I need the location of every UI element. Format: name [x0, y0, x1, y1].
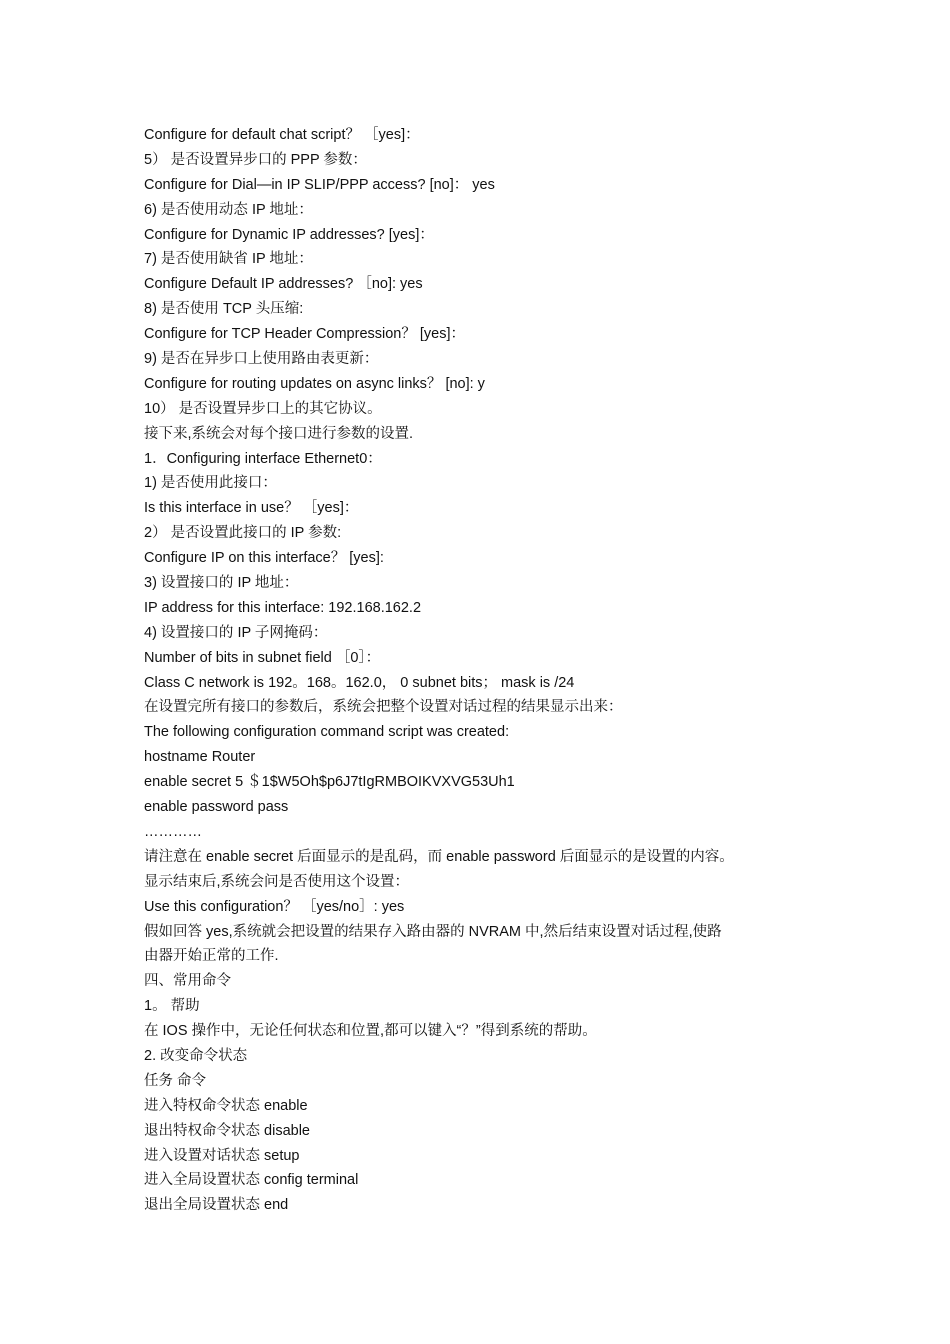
- text-line: Configure for routing updates on async links？ [no]: y: [144, 375, 485, 392]
- text-line: 7) 是否使用缺省 IP 地址：: [144, 251, 313, 268]
- text-line: Class C network is 192。168。162.0， 0 subnet bits； mask is /24: [144, 674, 575, 691]
- text-line: 4) 设置接口的 IP 子网掩码：: [144, 624, 328, 641]
- text-line: 6) 是否使用动态 IP 地址：: [144, 201, 313, 218]
- text-line: 1。 帮助: [144, 998, 200, 1015]
- document-body: [144, 123, 824, 1218]
- text-line: 在 IOS 操作中，无论任何状态和位置,都可以键入“？”得到系统的帮助。: [144, 1023, 597, 1040]
- text-line: 四、常用命令: [144, 973, 231, 990]
- text-line: enable secret 5 ＄1$W5Oh$p6J7tIgRMBOIKVXVG53Uh1: [144, 774, 515, 791]
- text-line: Configure for Dynamic IP addresses? [yes]：: [144, 226, 434, 243]
- text-line: 显示结束后,系统会问是否使用这个设置：: [144, 873, 410, 890]
- text-line: 进入特权命令状态 enable: [144, 1097, 308, 1114]
- text-line: Is this interface in use？ ［yes]：: [144, 500, 359, 517]
- text-line: Configure Default IP addresses? ［no]: yes: [144, 276, 423, 293]
- text-line: 进入全局设置状态 config terminal: [144, 1172, 359, 1189]
- text-line: Configure IP on this interface？ [yes]:: [144, 550, 384, 567]
- text-line: Configure for TCP Header Compression？ [yes]：: [144, 326, 466, 343]
- text-line: 3) 设置接口的 IP 地址：: [144, 575, 299, 592]
- text-line: 接下来,系统会对每个接口进行参数的设置.: [144, 425, 414, 442]
- text-line: 8) 是否使用 TCP 头压缩:: [144, 301, 304, 318]
- text-line: 假如回答 yes,系统就会把设置的结果存入路由器的 NVRAM 中,然后结束设置对话过程,使路: [144, 923, 722, 940]
- text-line: 任务 命令: [144, 1072, 207, 1089]
- text-line: enable password pass: [144, 799, 289, 816]
- text-line: 1) 是否使用此接口：: [144, 475, 277, 492]
- text-line: 5） 是否设置异步口的 PPP 参数：: [144, 151, 367, 168]
- text-line: 2. 改变命令状态: [144, 1047, 248, 1064]
- text-line: …………: [144, 823, 202, 840]
- text-line: 9) 是否在异步口上使用路由表更新：: [144, 351, 379, 368]
- text-line: Configure for Dial—in IP SLIP/PPP access? [no]： yes: [144, 176, 495, 193]
- text-line: Configure for default chat script？ ［yes]：: [144, 127, 420, 143]
- text-line: 进入设置对话状态 setup: [144, 1147, 300, 1164]
- text-line: Use this configuration？ ［yes/no］: yes: [144, 898, 405, 915]
- text-line: 1．Configuring interface Ethernet0：: [144, 450, 382, 467]
- text-line: 在设置完所有接口的参数后，系统会把整个设置对话过程的结果显示出来：: [144, 699, 623, 716]
- text-line: 由器开始正常的工作.: [144, 948, 279, 965]
- text-line: IP address for this interface: 192.168.162.2: [144, 599, 422, 616]
- text-line: 10） 是否设置异步口上的其它协议。: [144, 400, 382, 417]
- text-line: Number of bits in subnet field ［0］：: [144, 649, 381, 666]
- text-line: 退出全局设置状态 end: [144, 1197, 289, 1214]
- text-line: hostname Router: [144, 749, 256, 766]
- text-line: 2） 是否设置此接口的 IP 参数:: [144, 525, 342, 542]
- text-line: 请注意在 enable secret 后面显示的是乱码，而 enable password 后面显示的是设置的内容。: [144, 848, 734, 865]
- text-line: 退出特权命令状态 disable: [144, 1122, 310, 1139]
- text-line: The following configuration command script was created:: [144, 724, 510, 741]
